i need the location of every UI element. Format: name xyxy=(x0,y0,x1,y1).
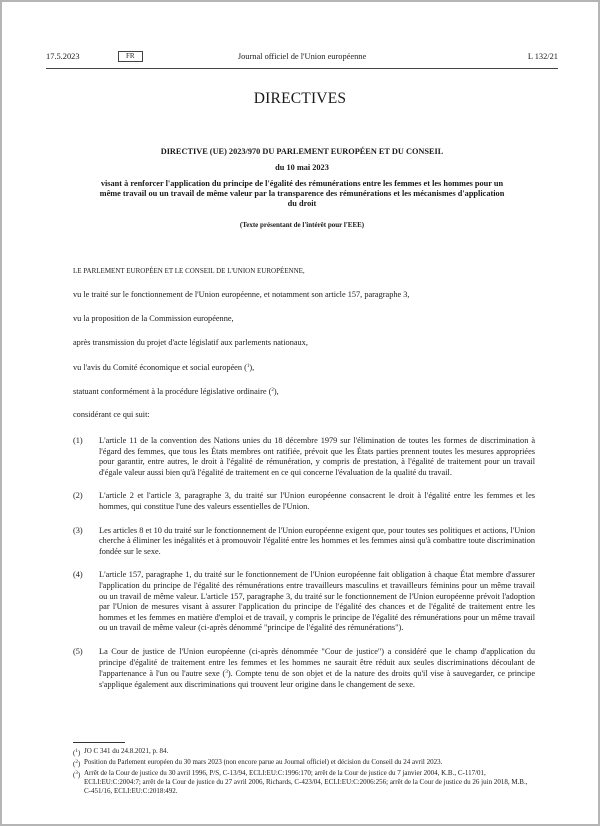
citation: statuant conformément à la procédure législative ordinaire ($^2$), xyxy=(73,387,279,396)
recital-item xyxy=(73,647,535,690)
recital-text: La Cour de justice de l'Union européenne (ci-après dénommée "Cour de justice") a considéré que le champ d'application du principe d'égalité de traitement entre les femmes et les hommes ne saurait être réduit aux seules discriminations découlant de l'appartenance à l'un ou l'autre sexe ($^3$). Compte tenu de son objet et de la nature des droits qu'il vise à sauvegarder, ce principe s'applique également aux discriminations qui trouvent leur origine dans le changement de sexe. xyxy=(99,646,536,689)
footnote-number: ($^1$) xyxy=(73,749,81,757)
footnote-item xyxy=(73,769,535,796)
considering-line: considérant ce qui suit: xyxy=(73,410,150,419)
recital-text: Les articles 8 et 10 du traité sur le fonctionnement de l'Union européenne exigent que, pour toutes ses politiques et actions, l'Union cherche à éliminer les inégalités et à promouvoir l'égalité entre les hommes et les femmes ainsi qu'à combattre toute discrimination fondée sur le sexe. xyxy=(99,525,535,556)
footnote-item xyxy=(73,758,535,769)
citation: vu le traité sur le fonctionnement de l'Union européenne, et notamment son article 157, paragraphe 3, xyxy=(73,290,410,299)
directive-date: du 10 mai 2023 xyxy=(275,163,329,172)
footnotes xyxy=(73,742,535,796)
journal-title: Journal officiel de l'Union européenne xyxy=(237,52,367,61)
recital-item xyxy=(73,436,535,478)
footnote-ref[interactable]: 2 xyxy=(271,388,274,393)
publication-date: 17.5.2023 xyxy=(46,52,80,61)
footnote-text: Arrêt de la Cour de justice du 30 avril 1996, P/S, C-13/94, ECLI:EU:C:1996:170; arrêt de la Cour de justice du 7 janvier 2004, K.B., C-117/01, ECLI:EU:C:2004:7; arrêt de la Cour de justice du 27 avril 2006, Richards, C-423/04, ECLI:EU:C:2006:256; arrêt de la Cour de justice du 26 juin 2018, M.B., C-451/16, ECLI:EU:C:2018:492. xyxy=(84,769,528,795)
journal-reference: L 132/21 xyxy=(527,52,558,61)
footnote-text: Position du Parlement européen du 30 mars 2023 (non encore parue au Journal officiel) et décision du Conseil du 24 avril 2023. xyxy=(84,758,443,766)
footnote-divider xyxy=(73,742,125,743)
recital-number: (3) xyxy=(73,525,83,535)
page-header xyxy=(46,46,558,69)
recital-item xyxy=(73,526,535,558)
section-title: DIRECTIVES xyxy=(253,90,347,107)
footnote-ref[interactable]: 1 xyxy=(246,364,250,369)
eee-note: (Texte présentant de l'intérêt pour l'EEE) xyxy=(239,221,365,229)
footnote-number: ($^2$) xyxy=(73,760,81,768)
footnote-item xyxy=(73,747,535,758)
citation: après transmission du projet d'acte législatif aux parlements nationaux, xyxy=(73,338,308,347)
recital-text: L'article 11 de la convention des Nations unies du 18 décembre 1979 sur l'élimination de toutes les formes de discrimination à l'égard des femmes, que tous les États membres ont ratifiée, prévoit que les États parties prennent toutes les mesures appropriées pour garantir, entre autres, le droit à l'égalité de rémunération, y compris de prestation, à l'égalité de traitement pour un travail d'égale valeur aussi bien qu'à l'égalité de traitement en ce qui concerne l'évaluation de la qualité du travail. xyxy=(99,436,535,477)
citation: vu l'avis du Comité économique et social européen ($^1$), xyxy=(73,363,255,372)
directive-title: DIRECTIVE (UE) 2023/970 DU PARLEMENT EUROPÉEN ET DU CONSEIL xyxy=(160,147,444,156)
citation: vu la proposition de la Commission européenne, xyxy=(73,314,234,323)
language-badge: FR xyxy=(118,51,143,62)
recital-number: (1) xyxy=(73,436,83,445)
recital-item xyxy=(73,491,535,512)
recital-number: (2) xyxy=(73,491,83,501)
recital-text: L'article 2 et l'article 3, paragraphe 3, du traité sur l'Union européenne consacrent le droit à l'égalité entre les femmes et les hommes, qui constitue l'une des valeurs essentielles de l'Union. xyxy=(99,491,535,511)
directive-subject: visant à renforcer l'application du principe de l'égalité des rémunérations entre les femmes et les hommes pour un même travail ou un travail de même valeur par la transparence des rémunérations et les mécanismes d'application du droit xyxy=(99,179,505,208)
directive-title-block xyxy=(97,147,507,230)
recital-number: (4) xyxy=(73,570,83,580)
recital-item xyxy=(73,570,535,634)
preamble-authors: LE PARLEMENT EUROPÉEN ET LE CONSEIL DE L'UNION EUROPÉENNE, xyxy=(73,267,305,275)
footnote-text: JO C 341 du 24.8.2021, p. 84. xyxy=(84,747,169,755)
recitals-list xyxy=(73,436,535,703)
footnote-number: ($^3$) xyxy=(73,771,81,779)
footnote-ref[interactable]: 3 xyxy=(225,670,228,676)
recital-number: (5) xyxy=(73,646,83,656)
recital-text: L'article 157, paragraphe 1, du traité sur le fonctionnement de l'Union européenne fait obligation à chaque État membre d'assurer l'application du principe de l'égalité des rémunérations entre travailleurs masculins et travailleurs féminins pour un même travail ou un travail de même valeur. L'article 157, paragraphe 3, du traité sur le fonctionnement de l'Union européenne prévoit l'adoption par l'Union de mesures visant à assurer l'application du principe de l'égalité des chances et de l'égalité de traitement entre les hommes et les femmes en matière d'emploi et de travail, y compris le principe de l'égalité des rémunérations pour un même travail ou un travail de même valeur (ci-après dénommé "principe de l'égalité des rémunérations"). xyxy=(99,570,535,633)
preamble xyxy=(73,265,533,433)
